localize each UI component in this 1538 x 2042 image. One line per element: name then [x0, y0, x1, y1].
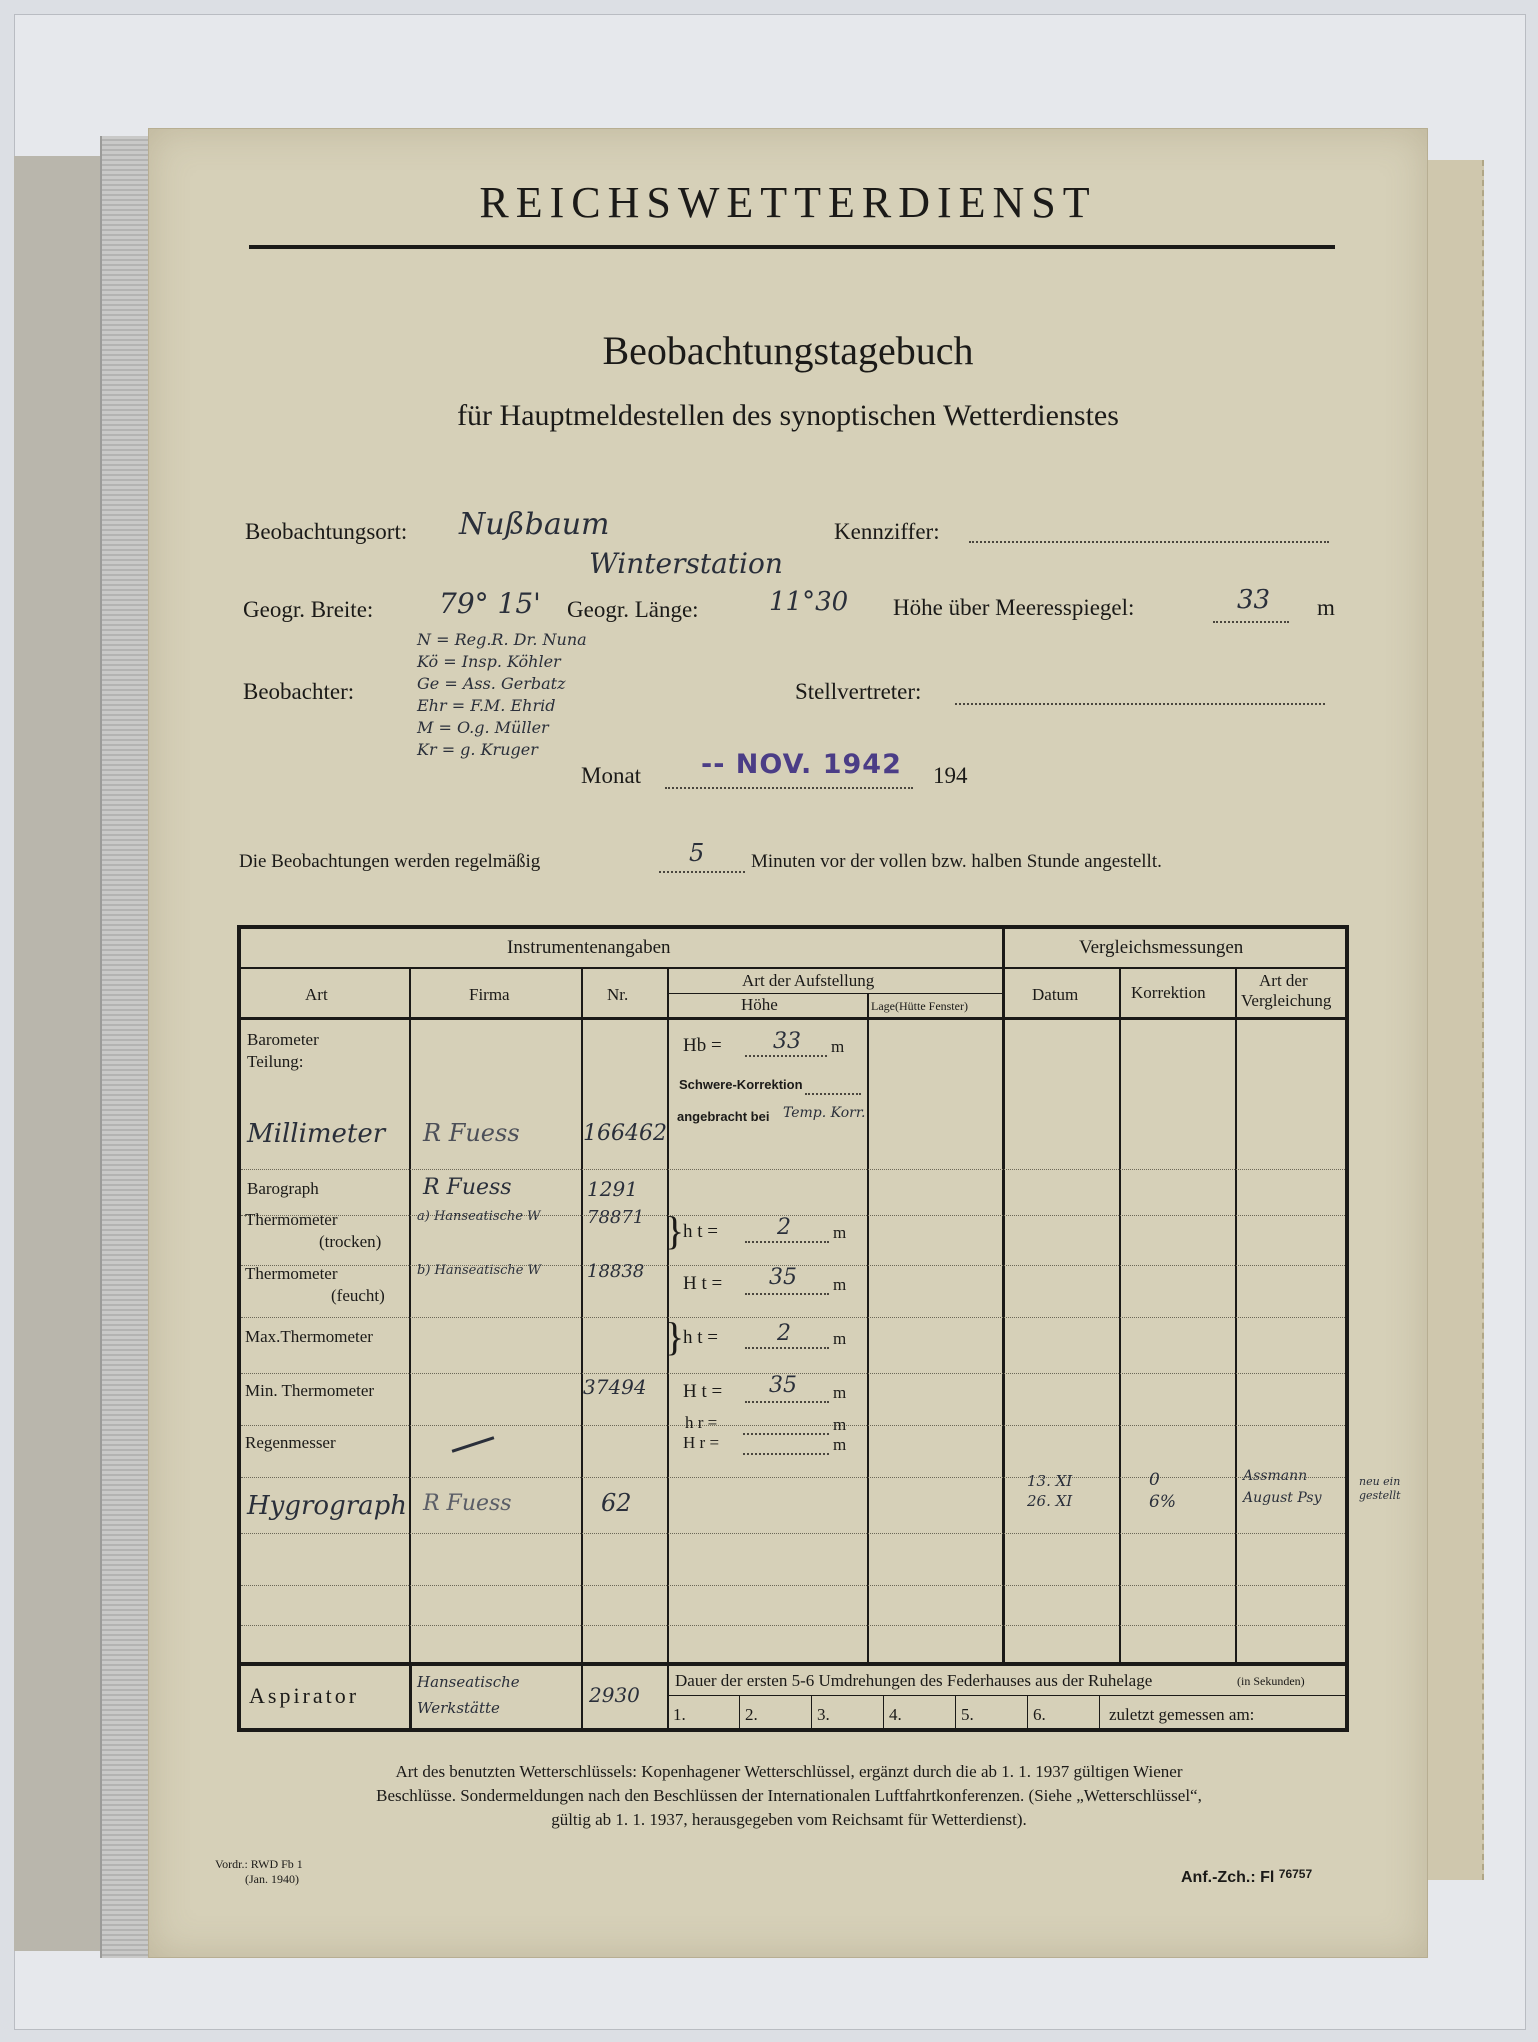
org-header: REICHSWETTERDIENST — [479, 178, 1097, 227]
Hr-label: H r = — [683, 1433, 720, 1452]
thermo-feucht-firma: b) Hanseatische W — [417, 1263, 541, 1278]
baro-nr: 166462 — [583, 1121, 667, 1146]
hygro-vergl-2: August Psy — [1243, 1490, 1322, 1506]
col-lage: Lage(Hütte Fenster) — [871, 999, 968, 1013]
laenge-label: Geogr. Länge: — [567, 597, 699, 622]
ht-label-2: h t = — [683, 1327, 718, 1348]
barometer-label — [247, 1029, 319, 1073]
thermo-feucht-label — [245, 1263, 385, 1307]
Ht-unit-1: m — [833, 1275, 847, 1294]
hygro-nr: 62 — [601, 1489, 632, 1517]
thermo-feucht-nr: 18838 — [587, 1261, 645, 1282]
ht-field-2 — [745, 1345, 829, 1349]
regel-minutes: 5 — [689, 839, 705, 867]
beobachter-note-2: Kö = Insp. Köhler — [417, 652, 561, 671]
schwere-label: Schwere-Korrektion — [679, 1077, 803, 1092]
hoehe-field — [1213, 619, 1289, 623]
max-thermo-label: Max.Thermometer — [245, 1327, 373, 1346]
Ht-value-2: 35 — [769, 1373, 797, 1398]
monat-label: Monat — [581, 763, 642, 788]
min-thermo-nr: 37494 — [583, 1375, 647, 1399]
col-art-vergleich-2: Vergleichung — [1241, 991, 1332, 1010]
beobachter-note-4: Ehr = F.M. Ehrid — [417, 696, 556, 715]
ort-value: Nußbaum — [459, 507, 610, 542]
footer-text — [259, 1760, 1319, 1832]
dauer-text: Dauer der ersten 5-6 Umdrehungen des Federhauses aus der Ruhelage — [675, 1671, 1153, 1690]
group-vergleich: Vergleichsmessungen — [1079, 937, 1244, 958]
Ht-field-1 — [745, 1291, 829, 1295]
slot-2: 2. — [745, 1705, 758, 1724]
beobachter-notes — [417, 629, 587, 761]
ht-value-1: 2 — [777, 1215, 791, 1240]
hoehe-unit: m — [1317, 595, 1335, 620]
stellvertreter-label: Stellvertreter: — [795, 679, 922, 704]
slot-5: 5. — [961, 1705, 974, 1724]
thermo-feucht-label-1: Thermometer — [245, 1264, 338, 1283]
monat-stamp: -- NOV. 1942 — [701, 749, 902, 780]
beobachter-note-1: N = Reg.R. Dr. Nuna — [417, 630, 587, 649]
baro-firma: R Fuess — [423, 1119, 520, 1147]
monat-field — [665, 785, 913, 789]
thermo-trocken-nr: 78871 — [587, 1207, 645, 1228]
jahr-label: 194 — [933, 763, 968, 788]
Ht-label-2: H t = — [683, 1381, 723, 1402]
baro-hb-value: 33 — [773, 1029, 801, 1054]
col-datum: Datum — [1032, 985, 1079, 1004]
Ht-label-1: H t = — [683, 1273, 723, 1294]
Hr-unit: m — [833, 1435, 847, 1454]
slot-4: 4. — [889, 1705, 902, 1724]
bracket-1: } — [665, 1208, 685, 1253]
hr-field — [743, 1431, 829, 1435]
ht-unit-2: m — [833, 1329, 847, 1348]
thermo-trocken-firma: a) Hanseatische W — [417, 1209, 541, 1224]
Ht-field-2 — [745, 1399, 829, 1403]
slot-1: 1. — [673, 1705, 686, 1724]
regel-field — [659, 869, 745, 873]
hygro-vergl-1: Assmann — [1243, 1468, 1308, 1484]
vordr-line-1: Vordr.: RWD Fb 1 — [215, 1857, 303, 1871]
breite-value: 79° 15' — [439, 587, 541, 620]
hygro-margin-note: neu ein gestellt — [1359, 1475, 1401, 1502]
aspirator-label: Aspirator — [249, 1683, 360, 1708]
hygro-vergl — [1243, 1465, 1322, 1509]
schwere-field — [805, 1091, 861, 1095]
breite-label: Geogr. Breite: — [243, 597, 374, 622]
col-korrektion: Korrektion — [1131, 983, 1206, 1002]
dauer-unit: (in Sekunden) — [1237, 1674, 1305, 1688]
thermo-feucht-label-2: (feucht) — [331, 1286, 385, 1305]
anf-text: Anf.-Zch.: Fl — [1181, 1869, 1275, 1886]
kennziffer-label: Kennziffer: — [834, 519, 940, 544]
anf-label — [1181, 1869, 1312, 1887]
ht-value-2: 2 — [777, 1321, 791, 1346]
col-firma: Firma — [469, 985, 510, 1004]
thermo-trocken-label — [245, 1209, 381, 1253]
document-title: Beobachtungstagebuch — [602, 328, 974, 373]
beobachter-note-6: Kr = g. Kruger — [417, 740, 538, 759]
angebracht-label: angebracht bei — [677, 1109, 770, 1124]
kennziffer-field — [969, 539, 1329, 543]
baro-hb-field — [745, 1053, 827, 1057]
col-nr: Nr. — [607, 985, 629, 1004]
footer-line-1: Art des benutzten Wetterschlüssels: Kopenhagener Wetterschlüssel, ergänzt durch die ab 1. 1. 1937 gültigen Wiener — [395, 1762, 1183, 1781]
group-instrumente: Instrumentenangaben — [507, 937, 671, 958]
hygro-datum-2: 26. XI — [1027, 1492, 1073, 1510]
vordr-label — [215, 1857, 303, 1887]
angebracht-value: Temp. Korr. — [783, 1105, 866, 1121]
aspirator-nr: 2930 — [589, 1683, 640, 1707]
hygro-art: Hygrograph — [247, 1491, 408, 1521]
zuletzt-label: zuletzt gemessen am: — [1109, 1705, 1255, 1724]
anf-number: 76757 — [1278, 1867, 1313, 1881]
Hr-field — [743, 1451, 829, 1455]
beobachter-note-5: M = O.g. Müller — [417, 718, 549, 737]
barograph-nr: 1291 — [587, 1177, 638, 1201]
barometer-label-1: Barometer — [247, 1030, 319, 1049]
slot-6: 6. — [1033, 1705, 1046, 1724]
hygro-korr-2: 6% — [1149, 1492, 1176, 1512]
hygro-datum — [1027, 1471, 1072, 1511]
hygro-datum-1: 13. XI — [1027, 1472, 1073, 1490]
stellvertreter-field — [955, 701, 1325, 705]
footer-line-3: gültig ab 1. 1. 1937, herausgegeben vom Reichsamt für Wetterdienst). — [551, 1810, 1027, 1829]
header-rule — [249, 245, 1335, 249]
hoehe-value: 33 — [1237, 585, 1271, 615]
slot-3: 3. — [817, 1705, 830, 1724]
baro-art: Millimeter — [247, 1119, 386, 1149]
form-page — [148, 128, 1428, 1958]
Ht-value-1: 35 — [769, 1265, 797, 1290]
document-subtitle: für Hauptmeldestellen des synoptischen Wetterdienstes — [457, 399, 1119, 432]
regel-text-1: Die Beobachtungen werden regelmäßig — [239, 851, 541, 872]
beobachter-note-3: Ge = Ass. Gerbatz — [417, 674, 566, 693]
footer-line-2: Beschlüsse. Sondermeldungen nach den Beschlüssen der Internationalen Luftfahrtkonferenzen. (Siehe „Wetterschlüssel“, — [376, 1786, 1202, 1805]
hr-label: h r = — [685, 1413, 718, 1432]
col-art-vergleich-1: Art der — [1259, 971, 1308, 990]
aspirator-firma-2: Werkstätte — [417, 1699, 500, 1717]
regen-label: Regenmesser — [245, 1433, 336, 1452]
hygro-firma: R Fuess — [423, 1491, 512, 1516]
ht-label-1: h t = — [683, 1221, 718, 1242]
barograph-label: Barograph — [247, 1179, 319, 1198]
laenge-value: 11°30 — [769, 587, 849, 617]
baro-hb-label: Hb = — [683, 1035, 722, 1056]
ht-field-1 — [745, 1239, 829, 1243]
baro-hb-unit: m — [831, 1037, 845, 1056]
barometer-label-2: Teilung: — [247, 1052, 304, 1071]
aspirator-firma — [417, 1669, 520, 1721]
bracket-2: } — [665, 1314, 685, 1359]
ht-unit-1: m — [833, 1223, 847, 1242]
beobachter-label: Beobachter: — [243, 679, 355, 704]
aspirator-firma-1: Hanseatische — [417, 1673, 520, 1691]
thermo-trocken-label-2: (trocken) — [319, 1232, 382, 1251]
vordr-line-2: (Jan. 1940) — [245, 1872, 299, 1886]
ort-label: Beobachtungsort: — [245, 519, 408, 544]
hr-unit: m — [833, 1415, 847, 1434]
instrument-table — [237, 925, 1349, 1732]
hygro-korr-1: 0 — [1149, 1470, 1160, 1490]
regen-dash — [452, 1436, 495, 1452]
page-edge-torn — [1424, 160, 1484, 1880]
ort-value-2: Winterstation — [589, 547, 783, 580]
col-art: Art — [305, 985, 328, 1004]
regel-text-2: Minuten vor der vollen bzw. halben Stunde angestellt. — [751, 851, 1162, 872]
Ht-unit-2: m — [833, 1383, 847, 1402]
col-aufstellung: Art der Aufstellung — [742, 971, 875, 990]
min-thermo-label: Min. Thermometer — [245, 1381, 375, 1400]
thermo-trocken-label-1: Thermometer — [245, 1210, 338, 1229]
hoehe-label: Höhe über Meeresspiegel: — [893, 595, 1135, 620]
col-hoehe: Höhe — [741, 995, 778, 1014]
hygro-korr — [1149, 1469, 1176, 1513]
barograph-firma: R Fuess — [423, 1175, 512, 1200]
